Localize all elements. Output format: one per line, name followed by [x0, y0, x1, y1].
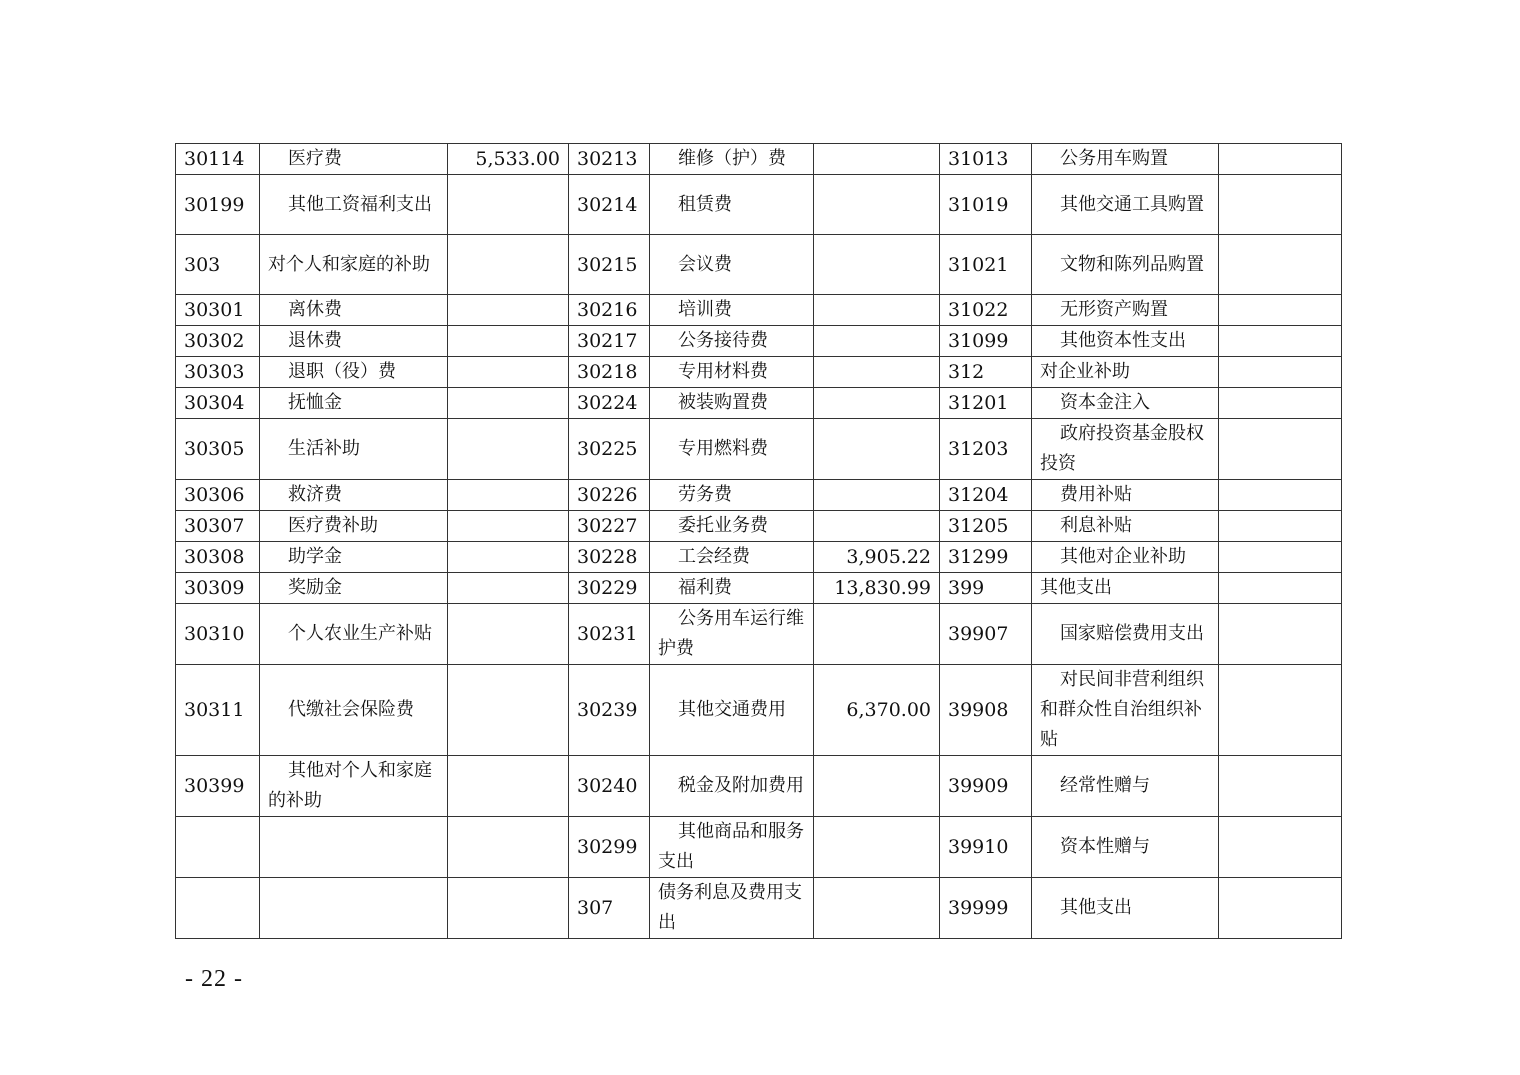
table-row [176, 357, 1342, 388]
item-amount [1219, 326, 1342, 357]
item-name: 其他支出 [1032, 573, 1219, 604]
item-code: 303 [176, 235, 260, 295]
item-code [176, 817, 260, 878]
item-name: 对民间非营利组织和群众性自治组织补贴 [1032, 665, 1219, 756]
item-code: 31201 [940, 388, 1032, 419]
item-code: 30229 [569, 573, 650, 604]
item-name: 医疗费 [260, 144, 448, 175]
item-name: 税金及附加费用 [650, 756, 814, 817]
item-name: 奖励金 [260, 573, 448, 604]
item-code: 30302 [176, 326, 260, 357]
item-amount [814, 817, 940, 878]
item-amount [814, 295, 940, 326]
item-code: 30216 [569, 295, 650, 326]
item-code: 30301 [176, 295, 260, 326]
page-number: - 22 - [185, 966, 243, 992]
item-code: 30225 [569, 419, 650, 480]
table-row [176, 542, 1342, 573]
item-code: 30217 [569, 326, 650, 357]
item-code: 31204 [940, 480, 1032, 511]
item-name: 对个人和家庭的补助 [260, 235, 448, 295]
table-row [176, 419, 1342, 480]
table-row [176, 295, 1342, 326]
table-body [176, 144, 1342, 939]
item-name: 公务用车购置 [1032, 144, 1219, 175]
table-row [176, 665, 1342, 756]
item-code: 30239 [569, 665, 650, 756]
item-amount [448, 878, 569, 939]
item-code: 39907 [940, 604, 1032, 665]
item-name: 其他对个人和家庭的补助 [260, 756, 448, 817]
item-name: 其他支出 [1032, 878, 1219, 939]
table-row [176, 511, 1342, 542]
item-name: 委托业务费 [650, 511, 814, 542]
item-amount [448, 817, 569, 878]
item-amount [814, 388, 940, 419]
item-name: 专用材料费 [650, 357, 814, 388]
table-row [176, 235, 1342, 295]
item-amount [814, 144, 940, 175]
item-amount [448, 388, 569, 419]
item-code: 30307 [176, 511, 260, 542]
item-name: 劳务费 [650, 480, 814, 511]
item-code: 30311 [176, 665, 260, 756]
item-code: 30299 [569, 817, 650, 878]
item-code: 30240 [569, 756, 650, 817]
item-code: 30218 [569, 357, 650, 388]
item-amount [814, 235, 940, 295]
item-amount [814, 326, 940, 357]
item-amount [448, 604, 569, 665]
item-code: 30228 [569, 542, 650, 573]
item-amount [448, 511, 569, 542]
item-name: 会议费 [650, 235, 814, 295]
item-name: 培训费 [650, 295, 814, 326]
item-name: 专用燃料费 [650, 419, 814, 480]
item-amount [448, 235, 569, 295]
table-row [176, 326, 1342, 357]
item-name: 助学金 [260, 542, 448, 573]
item-code: 30309 [176, 573, 260, 604]
item-amount [1219, 878, 1342, 939]
item-code: 30215 [569, 235, 650, 295]
table-row [176, 604, 1342, 665]
item-amount [814, 175, 940, 235]
item-name: 利息补贴 [1032, 511, 1219, 542]
item-name [260, 817, 448, 878]
item-name: 费用补贴 [1032, 480, 1219, 511]
item-name: 其他工资福利支出 [260, 175, 448, 235]
item-amount [448, 756, 569, 817]
item-code: 399 [940, 573, 1032, 604]
item-name: 资本性赠与 [1032, 817, 1219, 878]
item-amount [1219, 295, 1342, 326]
item-name: 租赁费 [650, 175, 814, 235]
item-amount [1219, 480, 1342, 511]
item-name: 债务利息及费用支出 [650, 878, 814, 939]
item-code: 39999 [940, 878, 1032, 939]
item-code: 30231 [569, 604, 650, 665]
item-code: 30304 [176, 388, 260, 419]
item-name: 医疗费补助 [260, 511, 448, 542]
item-amount [1219, 235, 1342, 295]
item-name: 其他交通工具购置 [1032, 175, 1219, 235]
item-code: 307 [569, 878, 650, 939]
item-amount [448, 573, 569, 604]
item-code: 31203 [940, 419, 1032, 480]
item-code: 31099 [940, 326, 1032, 357]
item-amount [448, 665, 569, 756]
item-code: 312 [940, 357, 1032, 388]
item-code: 30227 [569, 511, 650, 542]
item-code: 39909 [940, 756, 1032, 817]
item-code: 30305 [176, 419, 260, 480]
item-name: 退休费 [260, 326, 448, 357]
item-name: 经常性赠与 [1032, 756, 1219, 817]
table-row [176, 573, 1342, 604]
item-name: 政府投资基金股权投资 [1032, 419, 1219, 480]
table-row [176, 480, 1342, 511]
expense-classification-table [175, 143, 1342, 939]
item-name: 其他商品和服务支出 [650, 817, 814, 878]
item-code: 30224 [569, 388, 650, 419]
item-name: 退职（役）费 [260, 357, 448, 388]
item-amount [448, 175, 569, 235]
item-code: 30114 [176, 144, 260, 175]
item-amount [814, 756, 940, 817]
item-name: 被装购置费 [650, 388, 814, 419]
item-code: 39908 [940, 665, 1032, 756]
item-amount [1219, 419, 1342, 480]
item-amount: 3,905.22 [814, 542, 940, 573]
item-code: 31019 [940, 175, 1032, 235]
item-amount [814, 511, 940, 542]
item-amount [448, 542, 569, 573]
item-amount [814, 878, 940, 939]
table-row [176, 388, 1342, 419]
item-amount: 13,830.99 [814, 573, 940, 604]
item-name: 福利费 [650, 573, 814, 604]
item-amount [1219, 817, 1342, 878]
item-amount [448, 326, 569, 357]
item-amount [448, 419, 569, 480]
item-code: 30399 [176, 756, 260, 817]
item-name: 工会经费 [650, 542, 814, 573]
item-code: 30199 [176, 175, 260, 235]
item-amount [814, 357, 940, 388]
item-code: 30308 [176, 542, 260, 573]
item-code: 30310 [176, 604, 260, 665]
item-code: 31299 [940, 542, 1032, 573]
item-name: 其他资本性支出 [1032, 326, 1219, 357]
item-code: 31013 [940, 144, 1032, 175]
item-name: 文物和陈列品购置 [1032, 235, 1219, 295]
item-name: 公务用车运行维护费 [650, 604, 814, 665]
item-name: 离休费 [260, 295, 448, 326]
item-code: 30306 [176, 480, 260, 511]
item-amount [1219, 388, 1342, 419]
item-code: 31022 [940, 295, 1032, 326]
item-name: 无形资产购置 [1032, 295, 1219, 326]
item-name: 资本金注入 [1032, 388, 1219, 419]
item-name: 其他对企业补助 [1032, 542, 1219, 573]
item-name: 其他交通费用 [650, 665, 814, 756]
item-amount [814, 604, 940, 665]
item-amount [1219, 357, 1342, 388]
item-amount: 6,370.00 [814, 665, 940, 756]
item-name: 个人农业生产补贴 [260, 604, 448, 665]
item-name: 公务接待费 [650, 326, 814, 357]
item-name: 维修（护）费 [650, 144, 814, 175]
table-row [176, 144, 1342, 175]
table-row [176, 878, 1342, 939]
item-amount [1219, 542, 1342, 573]
item-code: 30226 [569, 480, 650, 511]
item-amount [814, 480, 940, 511]
item-amount [814, 419, 940, 480]
item-code [176, 878, 260, 939]
item-amount [1219, 175, 1342, 235]
item-name: 救济费 [260, 480, 448, 511]
item-amount [448, 295, 569, 326]
item-name: 生活补助 [260, 419, 448, 480]
item-amount [1219, 756, 1342, 817]
item-code: 31205 [940, 511, 1032, 542]
item-amount [448, 480, 569, 511]
item-code: 39910 [940, 817, 1032, 878]
item-code: 31021 [940, 235, 1032, 295]
item-code: 30214 [569, 175, 650, 235]
item-amount [1219, 144, 1342, 175]
item-name [260, 878, 448, 939]
item-code: 30213 [569, 144, 650, 175]
item-amount [1219, 665, 1342, 756]
item-code: 30303 [176, 357, 260, 388]
item-amount [448, 357, 569, 388]
item-amount [1219, 511, 1342, 542]
table-row [176, 756, 1342, 817]
item-name: 对企业补助 [1032, 357, 1219, 388]
table-row [176, 817, 1342, 878]
item-amount: 5,533.00 [448, 144, 569, 175]
item-name: 代缴社会保险费 [260, 665, 448, 756]
item-amount [1219, 604, 1342, 665]
table-row [176, 175, 1342, 235]
item-name: 国家赔偿费用支出 [1032, 604, 1219, 665]
item-name: 抚恤金 [260, 388, 448, 419]
item-amount [1219, 573, 1342, 604]
